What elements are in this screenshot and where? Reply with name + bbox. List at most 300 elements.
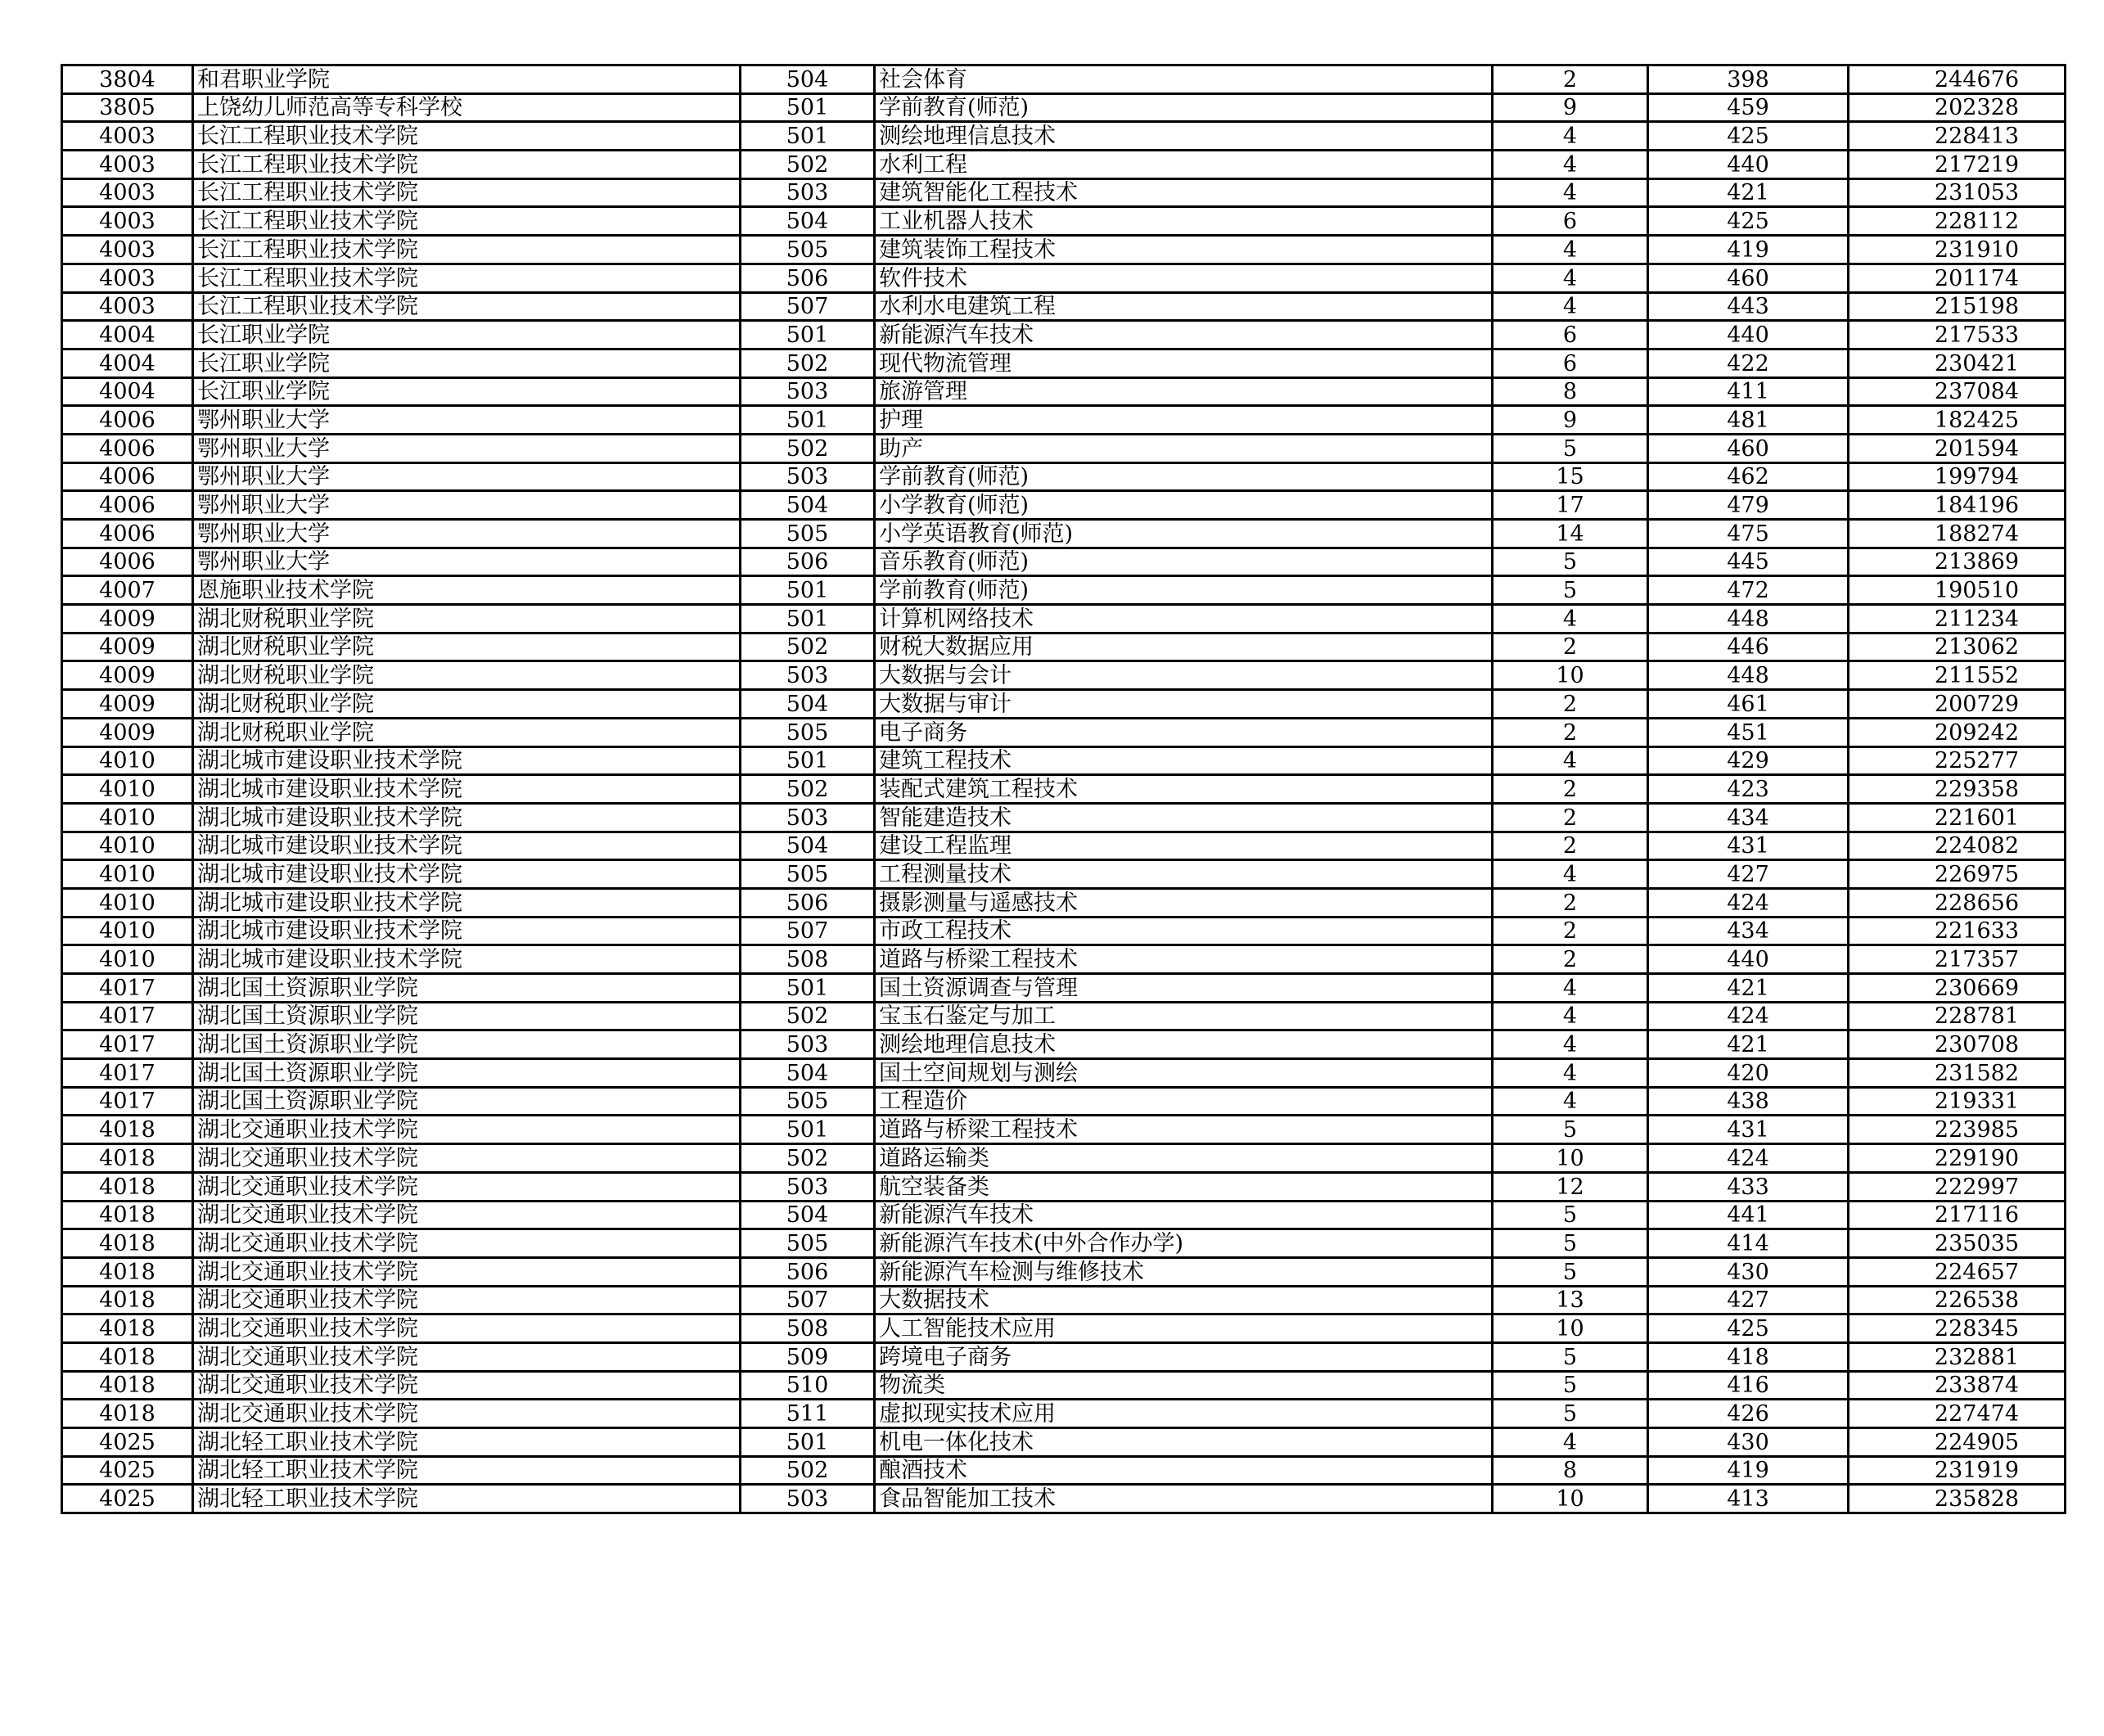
major-name-cell: 大数据技术 <box>875 1286 1493 1314</box>
school-code-cell: 4004 <box>62 321 193 349</box>
major-name-cell: 新能源汽车检测与维修技术 <box>875 1257 1493 1286</box>
major-name-cell: 机电一体化技术 <box>875 1428 1493 1457</box>
major-name-cell: 工程造价 <box>875 1087 1493 1116</box>
plan-count-cell: 5 <box>1493 1371 1648 1400</box>
school-name-cell: 湖北城市建设职业技术学院 <box>193 945 741 974</box>
min-rank-cell: 230421 <box>1849 349 2066 377</box>
major-code-cell: 501 <box>741 1116 875 1144</box>
school-code-cell: 4025 <box>62 1456 193 1485</box>
major-name-cell: 水利工程 <box>875 151 1493 179</box>
min-rank-cell: 232881 <box>1849 1342 2066 1371</box>
major-name-cell: 摄影测量与遥感技术 <box>875 888 1493 917</box>
major-name-cell: 新能源汽车技术(中外合作办学) <box>875 1229 1493 1258</box>
major-name-cell: 航空装备类 <box>875 1172 1493 1201</box>
major-code-cell: 507 <box>741 292 875 321</box>
table-row <box>62 520 2066 548</box>
major-name-cell: 食品智能加工技术 <box>875 1485 1493 1513</box>
min-score-cell: 419 <box>1648 236 1849 264</box>
major-name-cell: 新能源汽车技术 <box>875 321 1493 349</box>
major-name-cell: 大数据与会计 <box>875 661 1493 690</box>
school-code-cell: 4017 <box>62 1059 193 1088</box>
school-code-cell: 4010 <box>62 775 193 804</box>
min-rank-cell: 229358 <box>1849 775 2066 804</box>
major-code-cell: 502 <box>741 434 875 462</box>
major-name-cell: 道路与桥梁工程技术 <box>875 1116 1493 1144</box>
plan-count-cell: 5 <box>1493 1229 1648 1258</box>
min-score-cell: 460 <box>1648 434 1849 462</box>
school-code-cell: 4010 <box>62 832 193 860</box>
min-rank-cell: 200729 <box>1849 690 2066 719</box>
school-code-cell: 4006 <box>62 434 193 462</box>
school-name-cell: 长江工程职业技术学院 <box>193 207 741 236</box>
school-code-cell: 4009 <box>62 633 193 661</box>
table-row <box>62 321 2066 349</box>
min-score-cell: 446 <box>1648 633 1849 661</box>
min-rank-cell: 219331 <box>1849 1087 2066 1116</box>
school-code-cell: 4017 <box>62 1030 193 1059</box>
school-name-cell: 上饶幼儿师范高等专科学校 <box>193 93 741 122</box>
plan-count-cell: 6 <box>1493 321 1648 349</box>
school-code-cell: 4018 <box>62 1314 193 1343</box>
major-code-cell: 509 <box>741 1342 875 1371</box>
min-score-cell: 481 <box>1648 406 1849 435</box>
major-name-cell: 助产 <box>875 434 1493 462</box>
min-rank-cell: 213869 <box>1849 548 2066 576</box>
major-code-cell: 511 <box>741 1400 875 1428</box>
min-rank-cell: 237084 <box>1849 377 2066 406</box>
school-name-cell: 湖北城市建设职业技术学院 <box>193 917 741 945</box>
table-row <box>62 888 2066 917</box>
table-row <box>62 1342 2066 1371</box>
table-row <box>62 122 2066 151</box>
table-row <box>62 236 2066 264</box>
major-name-cell: 道路与桥梁工程技术 <box>875 945 1493 974</box>
major-name-cell: 新能源汽车技术 <box>875 1201 1493 1229</box>
min-score-cell: 448 <box>1648 661 1849 690</box>
school-code-cell: 4006 <box>62 406 193 435</box>
min-rank-cell: 217219 <box>1849 151 2066 179</box>
min-rank-cell: 227474 <box>1849 1400 2066 1428</box>
major-name-cell: 国土资源调查与管理 <box>875 974 1493 1003</box>
table-row <box>62 690 2066 719</box>
school-code-cell: 4017 <box>62 974 193 1003</box>
major-name-cell: 财税大数据应用 <box>875 633 1493 661</box>
school-code-cell: 4018 <box>62 1172 193 1201</box>
major-name-cell: 护理 <box>875 406 1493 435</box>
min-rank-cell: 221601 <box>1849 803 2066 832</box>
table-row <box>62 207 2066 236</box>
major-name-cell: 水利水电建筑工程 <box>875 292 1493 321</box>
table-row <box>62 1030 2066 1059</box>
min-rank-cell: 244676 <box>1849 65 2066 94</box>
min-score-cell: 461 <box>1648 690 1849 719</box>
min-score-cell: 475 <box>1648 520 1849 548</box>
school-code-cell: 4010 <box>62 888 193 917</box>
school-name-cell: 湖北国土资源职业学院 <box>193 974 741 1003</box>
min-rank-cell: 231910 <box>1849 236 2066 264</box>
major-code-cell: 506 <box>741 1257 875 1286</box>
plan-count-cell: 4 <box>1493 236 1648 264</box>
major-code-cell: 506 <box>741 264 875 292</box>
plan-count-cell: 12 <box>1493 1172 1648 1201</box>
min-rank-cell: 209242 <box>1849 718 2066 746</box>
major-name-cell: 酿酒技术 <box>875 1456 1493 1485</box>
table-row <box>62 633 2066 661</box>
major-name-cell: 现代物流管理 <box>875 349 1493 377</box>
plan-count-cell: 6 <box>1493 349 1648 377</box>
major-code-cell: 501 <box>741 122 875 151</box>
min-rank-cell: 188274 <box>1849 520 2066 548</box>
min-rank-cell: 213062 <box>1849 633 2066 661</box>
school-name-cell: 湖北国土资源职业学院 <box>193 1002 741 1030</box>
plan-count-cell: 4 <box>1493 292 1648 321</box>
min-rank-cell: 221633 <box>1849 917 2066 945</box>
school-code-cell: 4018 <box>62 1286 193 1314</box>
min-score-cell: 413 <box>1648 1485 1849 1513</box>
major-code-cell: 508 <box>741 1314 875 1343</box>
score-table <box>61 64 2066 1514</box>
school-name-cell: 湖北城市建设职业技术学院 <box>193 860 741 889</box>
school-code-cell: 4010 <box>62 746 193 775</box>
major-code-cell: 505 <box>741 1087 875 1116</box>
table-row <box>62 1059 2066 1088</box>
major-code-cell: 504 <box>741 832 875 860</box>
min-score-cell: 423 <box>1648 775 1849 804</box>
table-row <box>62 917 2066 945</box>
major-code-cell: 502 <box>741 633 875 661</box>
plan-count-cell: 13 <box>1493 1286 1648 1314</box>
plan-count-cell: 4 <box>1493 1059 1648 1088</box>
school-code-cell: 4018 <box>62 1342 193 1371</box>
plan-count-cell: 4 <box>1493 605 1648 634</box>
plan-count-cell: 9 <box>1493 93 1648 122</box>
school-name-cell: 湖北城市建设职业技术学院 <box>193 832 741 860</box>
school-code-cell: 4025 <box>62 1428 193 1457</box>
min-score-cell: 431 <box>1648 832 1849 860</box>
school-name-cell: 鄂州职业大学 <box>193 462 741 491</box>
plan-count-cell: 9 <box>1493 406 1648 435</box>
school-name-cell: 湖北财税职业学院 <box>193 633 741 661</box>
school-name-cell: 湖北城市建设职业技术学院 <box>193 775 741 804</box>
plan-count-cell: 5 <box>1493 1257 1648 1286</box>
school-name-cell: 湖北交通职业技术学院 <box>193 1201 741 1229</box>
table-row <box>62 1286 2066 1314</box>
school-code-cell: 4018 <box>62 1257 193 1286</box>
table-row <box>62 832 2066 860</box>
min-rank-cell: 230708 <box>1849 1030 2066 1059</box>
min-score-cell: 421 <box>1648 974 1849 1003</box>
min-score-cell: 424 <box>1648 1002 1849 1030</box>
major-name-cell: 人工智能技术应用 <box>875 1314 1493 1343</box>
min-rank-cell: 201174 <box>1849 264 2066 292</box>
major-name-cell: 宝玉石鉴定与加工 <box>875 1002 1493 1030</box>
school-name-cell: 长江职业学院 <box>193 321 741 349</box>
min-score-cell: 426 <box>1648 1400 1849 1428</box>
plan-count-cell: 4 <box>1493 1030 1648 1059</box>
school-code-cell: 3804 <box>62 65 193 94</box>
min-score-cell: 434 <box>1648 917 1849 945</box>
plan-count-cell: 4 <box>1493 264 1648 292</box>
min-score-cell: 440 <box>1648 945 1849 974</box>
school-code-cell: 4017 <box>62 1087 193 1116</box>
table-row <box>62 1087 2066 1116</box>
min-score-cell: 427 <box>1648 1286 1849 1314</box>
min-score-cell: 427 <box>1648 860 1849 889</box>
school-code-cell: 4010 <box>62 860 193 889</box>
table-row <box>62 775 2066 804</box>
plan-count-cell: 5 <box>1493 1400 1648 1428</box>
major-name-cell: 建筑装饰工程技术 <box>875 236 1493 264</box>
table-row <box>62 576 2066 605</box>
school-code-cell: 4018 <box>62 1229 193 1258</box>
major-code-cell: 505 <box>741 718 875 746</box>
table-row <box>62 93 2066 122</box>
min-rank-cell: 211552 <box>1849 661 2066 690</box>
plan-count-cell: 4 <box>1493 1428 1648 1457</box>
min-rank-cell: 226975 <box>1849 860 2066 889</box>
major-name-cell: 国土空间规划与测绘 <box>875 1059 1493 1088</box>
school-code-cell: 4017 <box>62 1002 193 1030</box>
min-rank-cell: 230669 <box>1849 974 2066 1003</box>
plan-count-cell: 15 <box>1493 462 1648 491</box>
table-row <box>62 1428 2066 1457</box>
major-name-cell: 社会体育 <box>875 65 1493 94</box>
plan-count-cell: 14 <box>1493 520 1648 548</box>
school-name-cell: 湖北轻工职业技术学院 <box>193 1485 741 1513</box>
plan-count-cell: 4 <box>1493 151 1648 179</box>
plan-count-cell: 10 <box>1493 1144 1648 1173</box>
min-score-cell: 451 <box>1648 718 1849 746</box>
table-row <box>62 661 2066 690</box>
major-code-cell: 504 <box>741 1059 875 1088</box>
min-score-cell: 434 <box>1648 803 1849 832</box>
min-rank-cell: 228112 <box>1849 207 2066 236</box>
major-code-cell: 501 <box>741 974 875 1003</box>
major-code-cell: 503 <box>741 1172 875 1201</box>
school-name-cell: 湖北城市建设职业技术学院 <box>193 888 741 917</box>
major-code-cell: 501 <box>741 746 875 775</box>
school-name-cell: 鄂州职业大学 <box>193 491 741 520</box>
school-name-cell: 鄂州职业大学 <box>193 406 741 435</box>
table-row <box>62 1172 2066 1201</box>
major-code-cell: 501 <box>741 321 875 349</box>
min-rank-cell: 226538 <box>1849 1286 2066 1314</box>
school-name-cell: 湖北交通职业技术学院 <box>193 1342 741 1371</box>
min-score-cell: 425 <box>1648 207 1849 236</box>
plan-count-cell: 2 <box>1493 718 1648 746</box>
school-code-cell: 4018 <box>62 1144 193 1173</box>
school-name-cell: 鄂州职业大学 <box>193 548 741 576</box>
table-row <box>62 746 2066 775</box>
major-name-cell: 测绘地理信息技术 <box>875 122 1493 151</box>
school-name-cell: 湖北财税职业学院 <box>193 690 741 719</box>
major-code-cell: 501 <box>741 576 875 605</box>
major-code-cell: 504 <box>741 1201 875 1229</box>
major-name-cell: 工业机器人技术 <box>875 207 1493 236</box>
school-code-cell: 4009 <box>62 661 193 690</box>
table-row <box>62 860 2066 889</box>
school-name-cell: 湖北国土资源职业学院 <box>193 1087 741 1116</box>
min-rank-cell: 231053 <box>1849 178 2066 207</box>
major-code-cell: 505 <box>741 1229 875 1258</box>
min-rank-cell: 211234 <box>1849 605 2066 634</box>
major-name-cell: 学前教育(师范) <box>875 93 1493 122</box>
school-code-cell: 4018 <box>62 1400 193 1428</box>
min-score-cell: 425 <box>1648 1314 1849 1343</box>
table-row <box>62 803 2066 832</box>
min-rank-cell: 235828 <box>1849 1485 2066 1513</box>
major-code-cell: 505 <box>741 236 875 264</box>
major-name-cell: 大数据与审计 <box>875 690 1493 719</box>
school-code-cell: 4006 <box>62 520 193 548</box>
major-code-cell: 503 <box>741 462 875 491</box>
table-row <box>62 377 2066 406</box>
min-rank-cell: 223985 <box>1849 1116 2066 1144</box>
major-code-cell: 506 <box>741 888 875 917</box>
min-rank-cell: 224905 <box>1849 1428 2066 1457</box>
plan-count-cell: 2 <box>1493 945 1648 974</box>
major-code-cell: 501 <box>741 1428 875 1457</box>
min-rank-cell: 217533 <box>1849 321 2066 349</box>
school-code-cell: 4003 <box>62 207 193 236</box>
min-score-cell: 443 <box>1648 292 1849 321</box>
min-score-cell: 448 <box>1648 605 1849 634</box>
major-name-cell: 市政工程技术 <box>875 917 1493 945</box>
min-rank-cell: 235035 <box>1849 1229 2066 1258</box>
min-score-cell: 459 <box>1648 93 1849 122</box>
school-code-cell: 4003 <box>62 292 193 321</box>
major-name-cell: 学前教育(师范) <box>875 462 1493 491</box>
min-score-cell: 479 <box>1648 491 1849 520</box>
school-name-cell: 长江工程职业技术学院 <box>193 264 741 292</box>
major-name-cell: 建筑工程技术 <box>875 746 1493 775</box>
min-score-cell: 472 <box>1648 576 1849 605</box>
school-name-cell: 湖北交通职业技术学院 <box>193 1400 741 1428</box>
major-code-cell: 503 <box>741 803 875 832</box>
school-name-cell: 湖北交通职业技术学院 <box>193 1116 741 1144</box>
school-name-cell: 和君职业学院 <box>193 65 741 94</box>
major-name-cell: 小学英语教育(师范) <box>875 520 1493 548</box>
min-score-cell: 429 <box>1648 746 1849 775</box>
min-rank-cell: 182425 <box>1849 406 2066 435</box>
major-name-cell: 建设工程监理 <box>875 832 1493 860</box>
min-score-cell: 421 <box>1648 178 1849 207</box>
school-code-cell: 4025 <box>62 1485 193 1513</box>
min-score-cell: 398 <box>1648 65 1849 94</box>
table-row <box>62 974 2066 1003</box>
major-name-cell: 跨境电子商务 <box>875 1342 1493 1371</box>
min-score-cell: 441 <box>1648 1201 1849 1229</box>
table-row <box>62 434 2066 462</box>
min-score-cell: 424 <box>1648 1144 1849 1173</box>
major-code-cell: 503 <box>741 377 875 406</box>
school-name-cell: 湖北城市建设职业技术学院 <box>193 803 741 832</box>
min-score-cell: 419 <box>1648 1456 1849 1485</box>
major-code-cell: 507 <box>741 1286 875 1314</box>
major-name-cell: 智能建造技术 <box>875 803 1493 832</box>
school-code-cell: 4018 <box>62 1116 193 1144</box>
major-name-cell: 软件技术 <box>875 264 1493 292</box>
school-name-cell: 湖北轻工职业技术学院 <box>193 1456 741 1485</box>
major-code-cell: 503 <box>741 1485 875 1513</box>
school-name-cell: 湖北财税职业学院 <box>193 605 741 634</box>
table-row <box>62 1201 2066 1229</box>
table-body <box>62 65 2066 1513</box>
min-rank-cell: 225277 <box>1849 746 2066 775</box>
min-score-cell: 433 <box>1648 1172 1849 1201</box>
school-name-cell: 湖北交通职业技术学院 <box>193 1172 741 1201</box>
min-score-cell: 424 <box>1648 888 1849 917</box>
major-code-cell: 504 <box>741 690 875 719</box>
major-code-cell: 508 <box>741 945 875 974</box>
plan-count-cell: 10 <box>1493 1314 1648 1343</box>
min-score-cell: 438 <box>1648 1087 1849 1116</box>
table-row <box>62 349 2066 377</box>
table-row <box>62 1116 2066 1144</box>
table-row <box>62 1314 2066 1343</box>
major-name-cell: 旅游管理 <box>875 377 1493 406</box>
major-code-cell: 503 <box>741 1030 875 1059</box>
plan-count-cell: 10 <box>1493 661 1648 690</box>
school-name-cell: 恩施职业技术学院 <box>193 576 741 605</box>
school-name-cell: 湖北财税职业学院 <box>193 718 741 746</box>
min-rank-cell: 201594 <box>1849 434 2066 462</box>
school-name-cell: 鄂州职业大学 <box>193 520 741 548</box>
min-rank-cell: 228656 <box>1849 888 2066 917</box>
table-row <box>62 462 2066 491</box>
plan-count-cell: 5 <box>1493 1116 1648 1144</box>
major-code-cell: 504 <box>741 491 875 520</box>
min-score-cell: 425 <box>1648 122 1849 151</box>
major-code-cell: 504 <box>741 207 875 236</box>
school-code-cell: 4003 <box>62 264 193 292</box>
min-rank-cell: 228781 <box>1849 1002 2066 1030</box>
school-name-cell: 长江工程职业技术学院 <box>193 178 741 207</box>
major-code-cell: 501 <box>741 93 875 122</box>
min-rank-cell: 222997 <box>1849 1172 2066 1201</box>
school-name-cell: 长江职业学院 <box>193 349 741 377</box>
major-code-cell: 502 <box>741 151 875 179</box>
plan-count-cell: 4 <box>1493 122 1648 151</box>
plan-count-cell: 4 <box>1493 1087 1648 1116</box>
major-code-cell: 507 <box>741 917 875 945</box>
major-name-cell: 电子商务 <box>875 718 1493 746</box>
major-name-cell: 道路运输类 <box>875 1144 1493 1173</box>
plan-count-cell: 2 <box>1493 803 1648 832</box>
major-code-cell: 502 <box>741 1456 875 1485</box>
school-code-cell: 4009 <box>62 690 193 719</box>
school-code-cell: 4003 <box>62 122 193 151</box>
school-name-cell: 长江工程职业技术学院 <box>193 122 741 151</box>
table-row <box>62 548 2066 576</box>
school-code-cell: 4010 <box>62 945 193 974</box>
school-name-cell: 长江职业学院 <box>193 377 741 406</box>
min-rank-cell: 233874 <box>1849 1371 2066 1400</box>
school-name-cell: 湖北交通职业技术学院 <box>193 1144 741 1173</box>
plan-count-cell: 4 <box>1493 746 1648 775</box>
major-code-cell: 503 <box>741 661 875 690</box>
min-score-cell: 440 <box>1648 321 1849 349</box>
min-rank-cell: 229190 <box>1849 1144 2066 1173</box>
table-row <box>62 151 2066 179</box>
plan-count-cell: 8 <box>1493 377 1648 406</box>
major-name-cell: 计算机网络技术 <box>875 605 1493 634</box>
major-name-cell: 物流类 <box>875 1371 1493 1400</box>
major-name-cell: 学前教育(师范) <box>875 576 1493 605</box>
min-score-cell: 416 <box>1648 1371 1849 1400</box>
major-code-cell: 501 <box>741 605 875 634</box>
min-rank-cell: 202328 <box>1849 93 2066 122</box>
